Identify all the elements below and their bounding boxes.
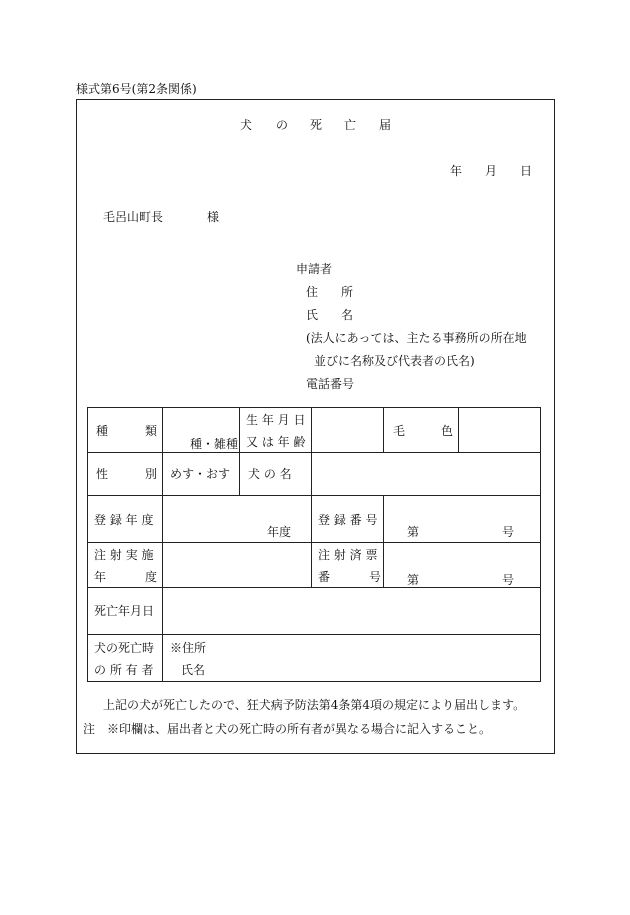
sex-label-cell: 性 別 [88,453,163,496]
addressee: 毛呂山町長 [103,210,164,224]
reg-year-value-cell[interactable]: 年度 [163,496,312,543]
injection-year-value-cell[interactable] [163,543,312,588]
dog-info-table [87,407,541,682]
injection-year-label-cell: 注 射 実 施 年 度 [88,543,163,588]
dog-name-value-cell[interactable] [312,453,541,496]
reg-no-value-cell[interactable]: 第 号 [384,496,541,543]
table-row [88,588,541,635]
birth-value-cell[interactable] [312,408,384,453]
applicant-phone-label: 電話番号 [306,377,355,391]
applicant-note-line2: 並びに名称及び代表者の氏名) [314,354,475,368]
table-row [88,635,541,682]
injection-tag-value-cell[interactable]: 第 号 [384,543,541,588]
addressee-suffix: 様 [207,210,220,224]
reg-no-label-cell: 登 録 番 号 [312,496,384,543]
applicant-note-line1: (法人にあっては、主たる事務所の所在地 [306,331,527,345]
sex-value-cell[interactable]: めす・おす [163,453,240,496]
color-label-cell: 毛 色 [384,408,459,453]
death-date-label-cell: 死亡年月日 [88,588,163,635]
table-row [88,408,541,453]
reg-year-label-cell: 登 録 年 度 [88,496,163,543]
death-date-value-cell[interactable] [163,588,541,635]
dog-name-label-cell: 犬 の 名 [240,453,312,496]
type-value-cell[interactable]: 種・雑種 [163,408,240,453]
injection-tag-label-cell: 注 射 済 票 番 号 [312,543,384,588]
note-prefix: 注 [83,722,96,736]
note-text: ※印欄は、届出者と犬の死亡時の所有者が異なる場合に記入すること。 [107,722,492,736]
type-label-cell: 種 類 [88,408,163,453]
form-number-label: 様式第6号(第2条関係) [76,82,197,96]
declaration-statement: 上記の犬が死亡したので、狂犬病予防法第4条第4項の規定により届出します。 [103,698,526,712]
table-row [88,453,541,496]
table-row [88,543,541,588]
applicant-heading: 申請者 [296,262,333,276]
color-value-cell[interactable] [459,408,541,453]
owner-value-cell[interactable]: ※住所 氏名 [163,635,541,682]
birth-label-cell: 生 年 月 日 又 は 年 齢 [240,408,312,453]
table-row [88,496,541,543]
owner-label-cell: 犬の死亡時 の 所 有 者 [88,635,163,682]
